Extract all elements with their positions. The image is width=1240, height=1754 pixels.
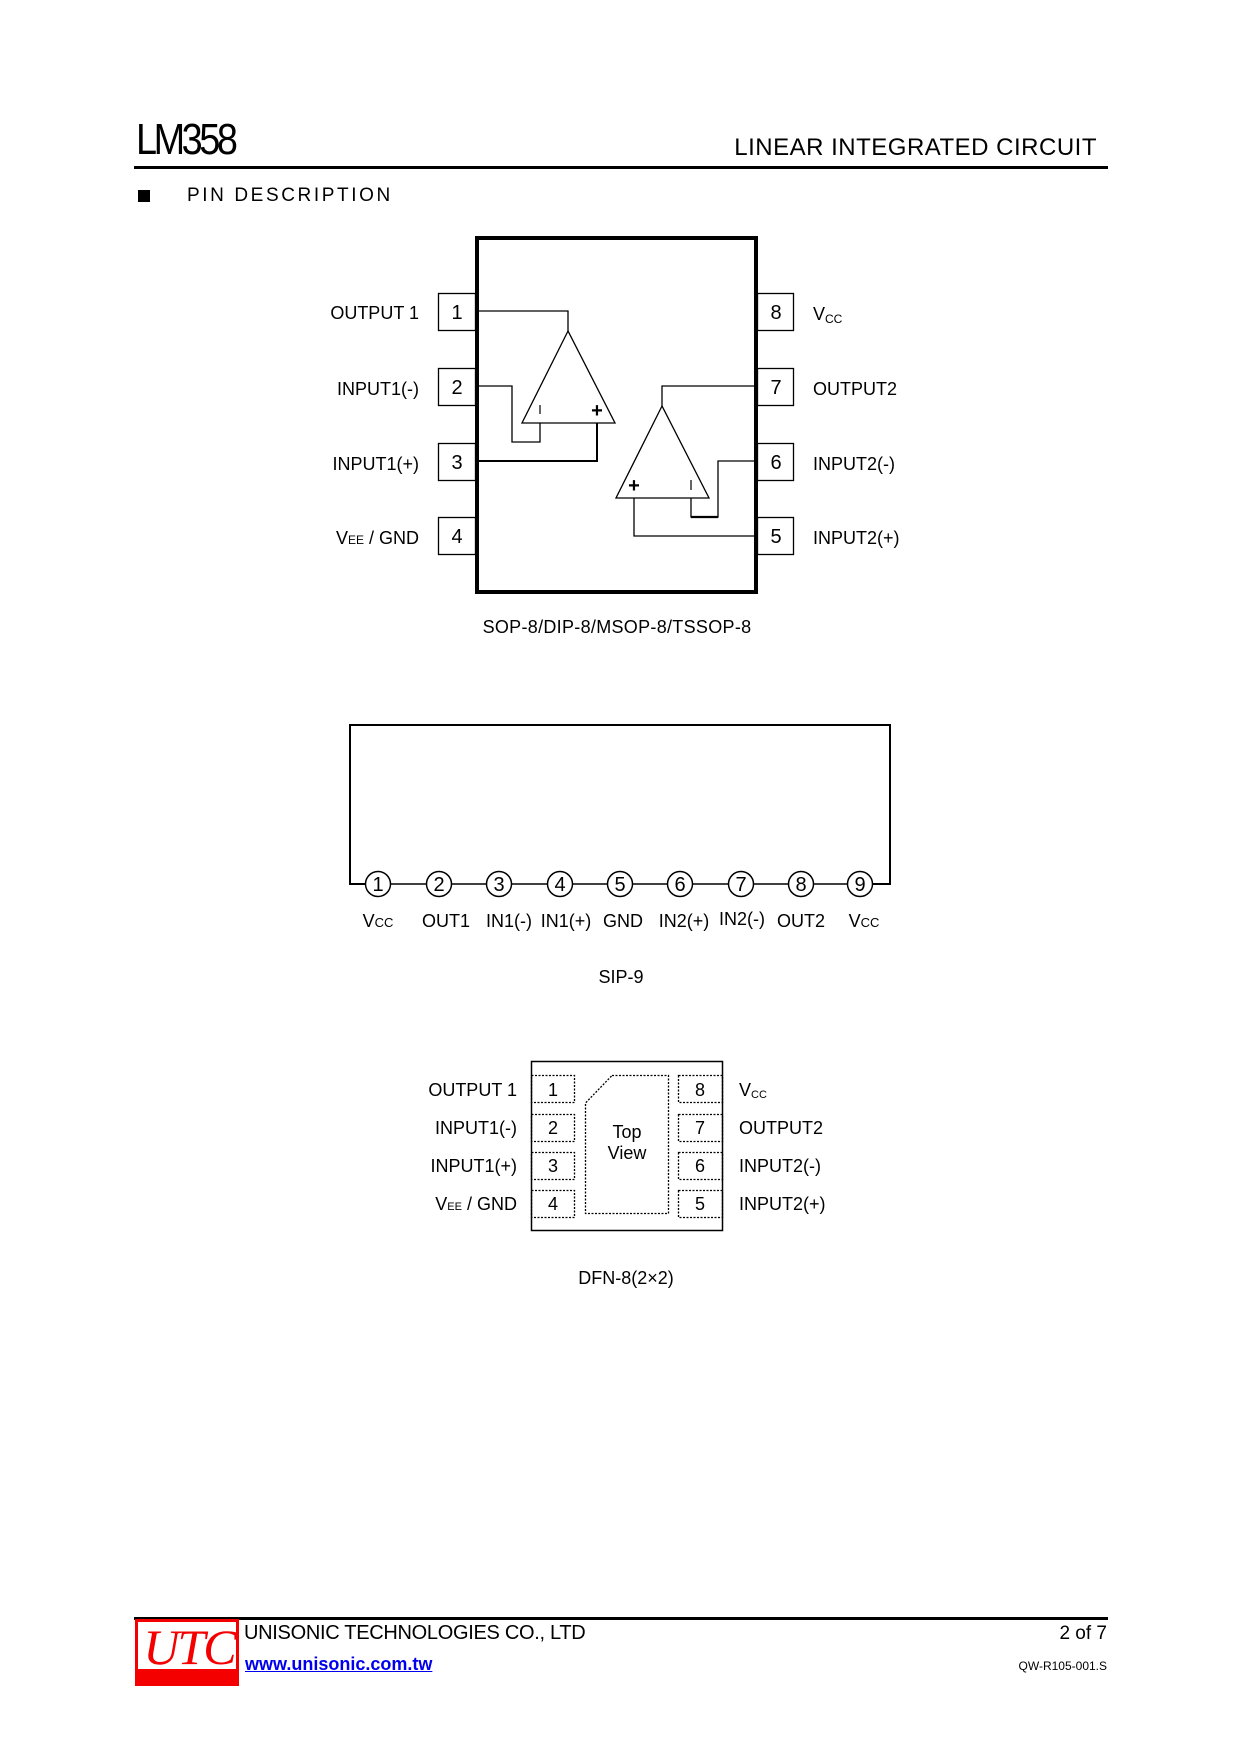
pin-number: 2	[433, 874, 445, 896]
pin-label: VEE / GND	[335, 528, 419, 548]
sip9-pin-7	[719, 872, 765, 930]
dfn8-center-text: Top	[612, 1122, 642, 1142]
pin-label: INPUT1(+)	[430, 1156, 517, 1176]
pin-number: 1	[547, 1080, 559, 1100]
pin-label: VCC	[813, 304, 843, 326]
pin-label: IN1(-)	[486, 911, 532, 931]
pin-number: 6	[674, 874, 686, 896]
sip9-caption: SIP-9	[598, 967, 644, 987]
utc-logo	[135, 1619, 239, 1686]
sip9-package	[350, 725, 890, 987]
sip9-pin-4	[541, 872, 592, 932]
pin-label: OUTPUT2	[739, 1118, 824, 1138]
pin-label: VCC	[739, 1080, 767, 1101]
document-code: QW-R105-001.S	[1018, 1659, 1107, 1673]
section-title: PIN DESCRIPTION	[187, 185, 393, 206]
pin-number: 5	[614, 874, 626, 896]
sip9-pin-3	[486, 872, 532, 932]
logo-text: UTC	[143, 1619, 235, 1675]
pin-label: IN2(-)	[719, 909, 765, 929]
pin-label: INPUT2(-)	[739, 1156, 821, 1176]
pin-number: 8	[795, 874, 807, 896]
pin-number: 9	[854, 874, 866, 896]
pin-label: OUT2	[776, 911, 826, 931]
dip8-pin-8	[758, 294, 843, 331]
dip8-pin-3	[332, 444, 475, 481]
pin-label: GND	[603, 911, 643, 931]
pin-number: 4	[554, 874, 566, 896]
pin-label: VCC	[848, 911, 880, 931]
dip8-pin-6	[758, 444, 896, 481]
sip9-pin-6	[659, 872, 710, 932]
dip8-pin-5	[758, 518, 900, 555]
sip9-pin-1	[363, 872, 394, 932]
dfn8-center-text: View	[607, 1143, 647, 1163]
sip9-pin-5	[603, 872, 643, 932]
company-name: UNISONIC TECHNOLOGIES CO., LTD	[244, 1622, 586, 1644]
pin-number: 8	[694, 1080, 706, 1100]
pin-number: 3	[547, 1156, 559, 1176]
pin-number: 7	[694, 1118, 706, 1138]
pin-label: VEE / GND	[435, 1194, 517, 1214]
pin-number: 2	[451, 377, 463, 399]
pin-number: 5	[694, 1194, 706, 1214]
dfn8-package	[428, 1062, 825, 1289]
pin-label: IN1(+)	[540, 911, 592, 931]
input2-minus-wire	[691, 461, 755, 517]
output1-wire	[479, 311, 568, 331]
pin-label: INPUT2(+)	[739, 1194, 826, 1214]
pin-number: 1	[451, 302, 463, 324]
sip9-body	[350, 725, 890, 884]
pin-number: 4	[547, 1194, 559, 1214]
logo-inner-box	[138, 1619, 236, 1675]
pin-number: 3	[493, 874, 505, 896]
pin-label: OUTPUT 1	[428, 1080, 517, 1100]
pin-number: 7	[735, 874, 747, 896]
input1-minus-wire	[479, 386, 540, 442]
pin-number: 6	[694, 1156, 706, 1176]
pin-label: INPUT2(-)	[813, 454, 895, 474]
pin-label: VCC	[362, 911, 394, 931]
dfn8-caption: DFN-8(2×2)	[578, 1268, 674, 1288]
page-number: 2 of 7	[1059, 1623, 1107, 1644]
pin-label: IN2(+)	[658, 911, 710, 931]
company-website-link[interactable]: www.unisonic.com.tw	[245, 1654, 433, 1674]
document-title: LM358	[136, 115, 235, 164]
opamp-1	[479, 311, 615, 461]
footer-rule	[134, 1617, 1108, 1620]
plus-sign-icon: +	[628, 475, 640, 497]
pin-number: 8	[770, 302, 782, 324]
pin-label: OUTPUT 1	[330, 303, 419, 323]
output2-wire	[662, 386, 755, 406]
pin-number: 4	[451, 526, 463, 548]
sip9-pin-8	[777, 872, 825, 932]
pin-label: INPUT1(-)	[435, 1118, 517, 1138]
pin-label: INPUT1(-)	[337, 379, 419, 399]
dip8-pin-7	[758, 369, 898, 406]
pin-number: 1	[372, 874, 384, 896]
pin-label: OUT1	[421, 911, 471, 931]
plus-sign-icon: +	[591, 400, 603, 422]
dip8-body	[477, 238, 756, 592]
pin-number: 6	[770, 452, 782, 474]
pin-number: 5	[770, 526, 782, 548]
dip8-pin-1	[330, 294, 475, 331]
dip8-pin-4	[336, 518, 476, 555]
pin-label: INPUT2(+)	[813, 528, 900, 548]
pin-number: 7	[770, 377, 782, 399]
opamp-2	[616, 386, 755, 536]
dip8-pin-2	[337, 369, 476, 406]
sip9-pin-2	[422, 872, 470, 932]
pin-label: INPUT1(+)	[332, 454, 419, 474]
dip8-caption: SOP-8/DIP-8/MSOP-8/TSSOP-8	[482, 617, 752, 637]
sip9-pin-9	[848, 872, 880, 932]
pin-number: 2	[547, 1118, 559, 1138]
pin-label: OUTPUT2	[813, 379, 898, 399]
document-subtitle: LINEAR INTEGRATED CIRCUIT	[734, 134, 1097, 161]
dip8-package	[330, 238, 899, 637]
pin-number: 3	[451, 452, 463, 474]
